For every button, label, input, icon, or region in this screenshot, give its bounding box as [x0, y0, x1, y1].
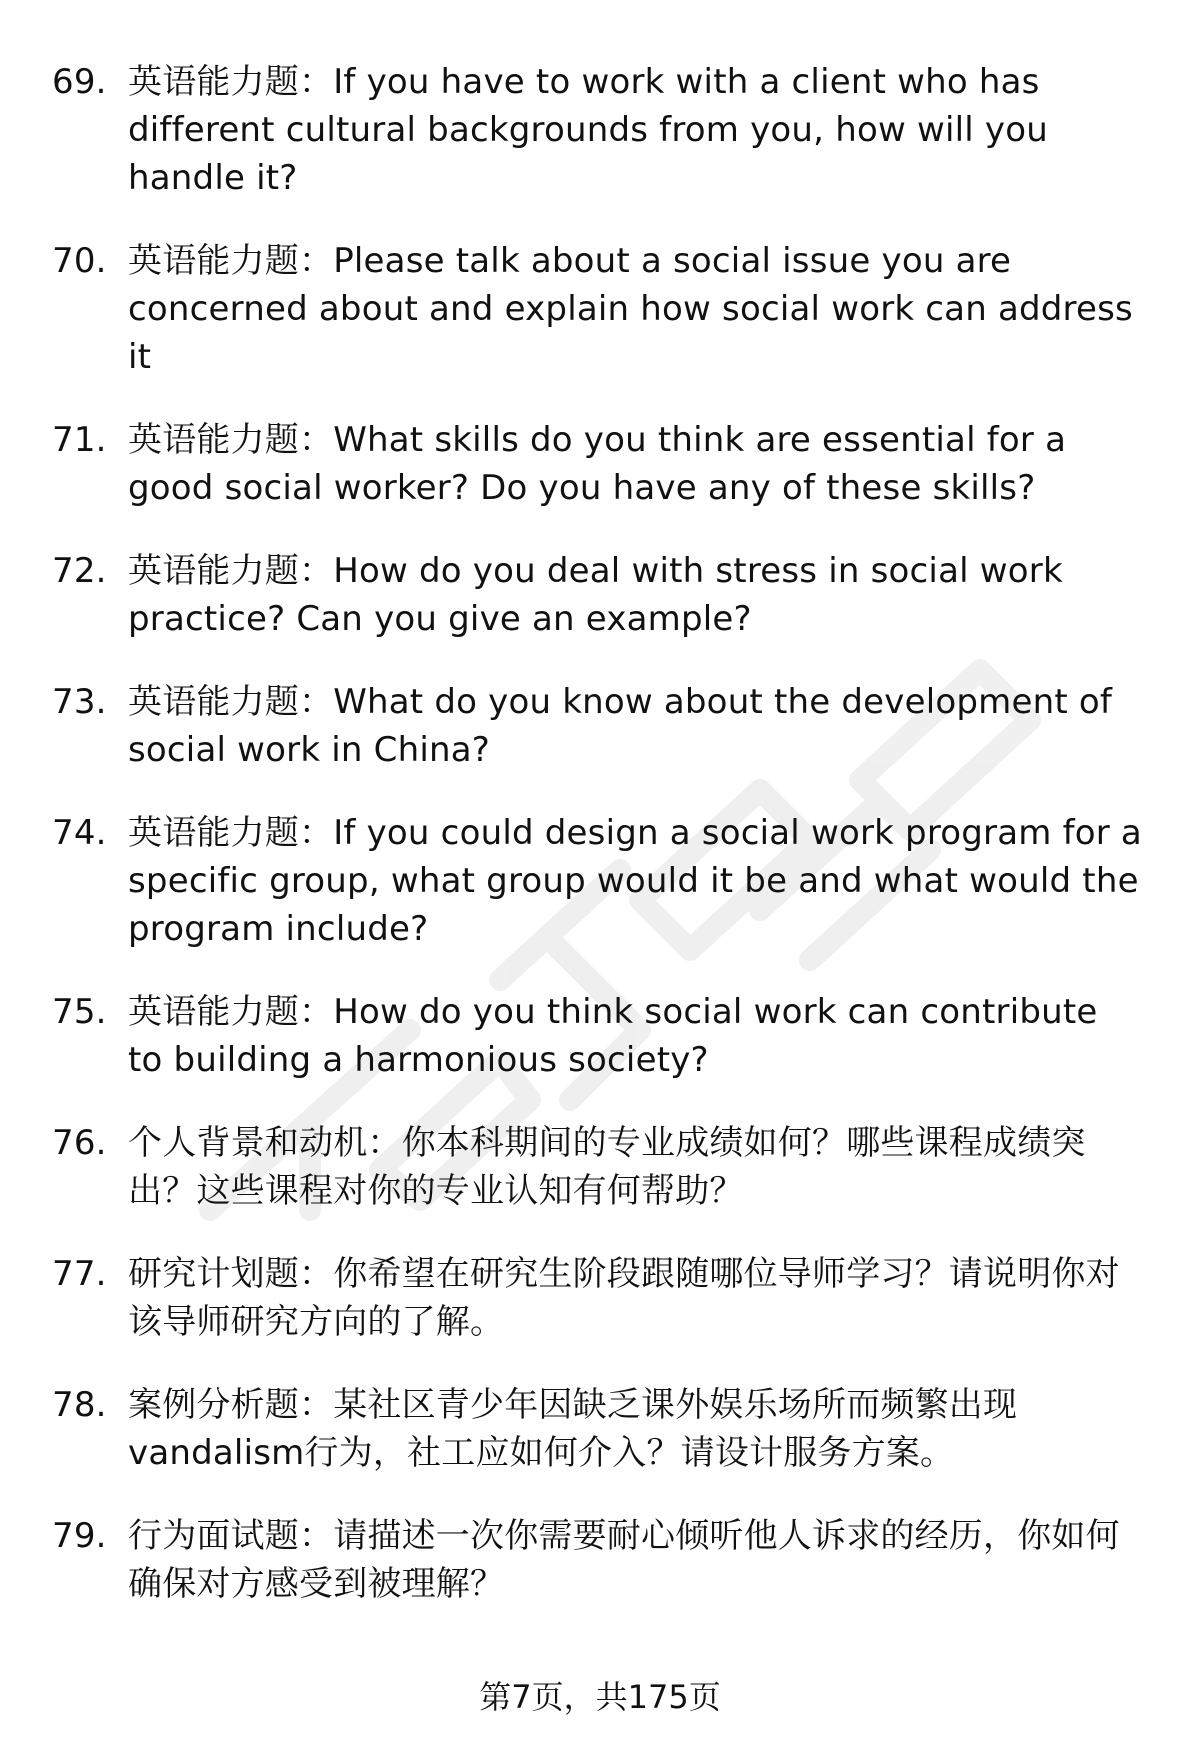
question-text: What do you know about the development of social work in China?	[128, 682, 1113, 770]
question-number: 71.	[52, 420, 107, 460]
question-item-74	[52, 809, 1142, 953]
question-item-70	[52, 237, 1142, 381]
question-category: 案例分析题：	[128, 1385, 334, 1425]
question-item-77	[52, 1250, 1142, 1346]
question-category: 英语能力题：	[128, 551, 334, 591]
question-number: 74.	[52, 813, 107, 853]
question-category: 英语能力题：	[128, 813, 334, 853]
question-text: 你本科期间的专业成绩如何？哪些课程成绩突出？这些课程对你的专业认知有何帮助？	[128, 1123, 1086, 1211]
question-number: 70.	[52, 241, 107, 281]
question-number: 75.	[52, 992, 107, 1032]
question-item-79	[52, 1512, 1142, 1608]
question-text: How do you think social work can contribute to building a harmonious society?	[128, 992, 1098, 1080]
question-number: 77.	[52, 1254, 107, 1294]
question-item-72	[52, 547, 1142, 643]
question-number: 73.	[52, 682, 107, 722]
question-item-76	[52, 1119, 1142, 1215]
question-item-73	[52, 678, 1142, 774]
question-number: 76.	[52, 1123, 107, 1163]
question-item-75	[52, 988, 1142, 1084]
question-category: 英语能力题：	[128, 682, 334, 722]
question-number: 79.	[52, 1516, 107, 1556]
question-text: What skills do you think are essential for a good social worker? Do you have any of these skills?	[128, 420, 1067, 508]
question-item-71	[52, 416, 1142, 512]
page-number-footer: 第7页，共175页	[479, 1678, 721, 1716]
question-text: Please talk about a social issue you are concerned about and explain how social work can address it	[128, 241, 1133, 377]
question-category: 行为面试题：	[128, 1516, 334, 1556]
question-category: 研究计划题：	[128, 1254, 334, 1294]
question-item-69	[52, 58, 1142, 202]
question-list	[52, 58, 1142, 1643]
question-category: 英语能力题：	[128, 992, 334, 1032]
question-text: 某社区青少年因缺乏课外娱乐场所而频繁出现vandalism行为，社工应如何介入？请设计服务方案。	[128, 1385, 1018, 1473]
question-category: 英语能力题：	[128, 62, 334, 102]
question-text: If you have to work with a client who has different cultural backgrounds from you, how will you handle it?	[128, 62, 1048, 198]
question-text: How do you deal with stress in social work practice? Can you give an example?	[128, 551, 1063, 639]
question-text: If you could design a social work program for a specific group, what group would it be and what would the program include?	[128, 813, 1142, 949]
question-category: 英语能力题：	[128, 241, 334, 281]
question-category: 个人背景和动机：	[128, 1123, 402, 1163]
question-text: 你希望在研究生阶段跟随哪位导师学习？请说明你对该导师研究方向的了解。	[128, 1254, 1120, 1342]
question-text: 请描述一次你需要耐心倾听他人诉求的经历，你如何确保对方感受到被理解？	[128, 1516, 1120, 1604]
question-category: 英语能力题：	[128, 420, 334, 460]
question-number: 72.	[52, 551, 107, 591]
question-number: 78.	[52, 1385, 107, 1425]
question-number: 69.	[52, 62, 107, 102]
question-item-78	[52, 1381, 1142, 1477]
